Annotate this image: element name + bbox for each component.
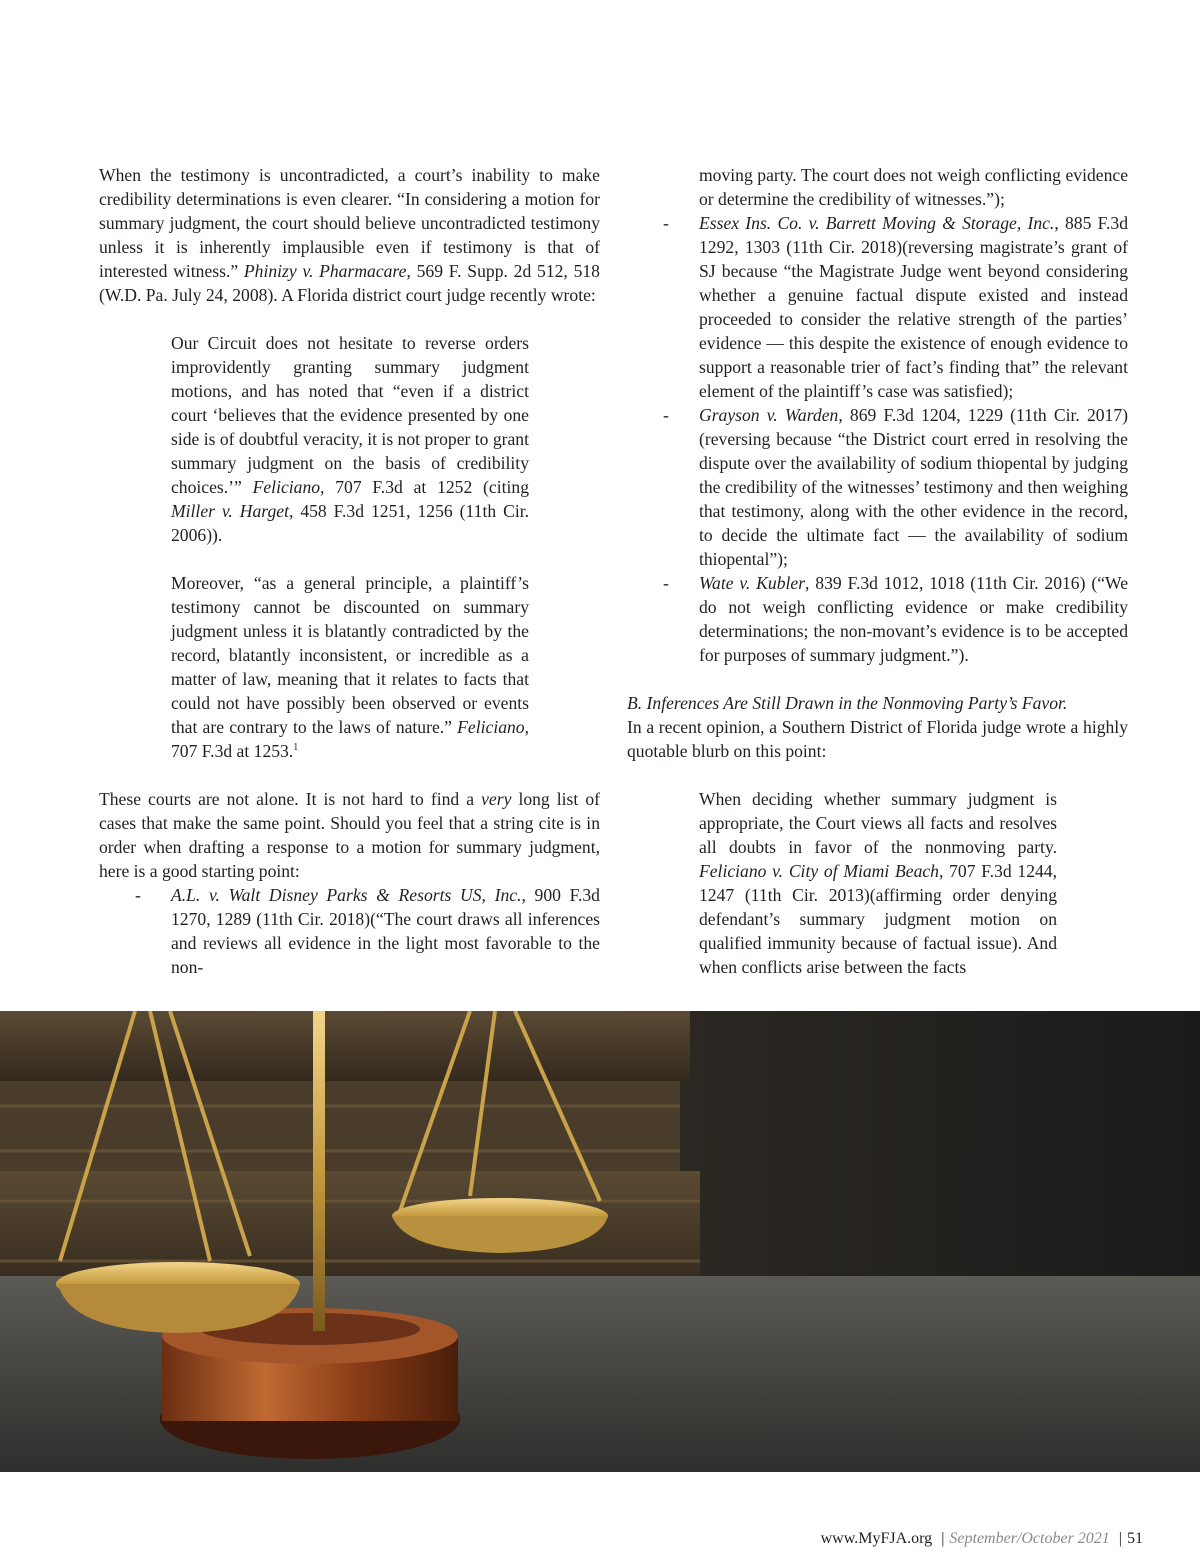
list-item bbox=[627, 211, 1128, 403]
case-parenthetical: , 839 F.3d 1012, 1018 (11th Cir. 2016) (“We do not weigh conflicting evidence or make credibility determinations; the non-movant’s evidence is to be accepted for purposes of summary judgment.”). bbox=[699, 573, 1129, 665]
case-citation: Feliciano bbox=[457, 717, 525, 737]
quote-text: Moreover, “as a general principle, a plaintiff’s testimony cannot be discounted on summary judgment unless it is blatantly contradicted by the record, blatantly inconsistent, or incredible as a matter of law, meaning that it relates to facts that could not have possibly been observed or events that are contrary to the laws of nature.” bbox=[171, 573, 529, 737]
paragraph-text: long list of cases that make the same point. Should you feel that a string cite is in order when drafting a response to a motion for summary judgment, here is a good starting point: bbox=[99, 789, 600, 881]
list-item bbox=[627, 403, 1128, 571]
list-item-continued bbox=[627, 163, 1128, 211]
quote-text: , 707 F.3d 1244, 1247 (11th Cir. 2013)(affirming order denying defendant’s summary judgment motion on qualified immunity because of factual issue). And when conflicts arise between the facts bbox=[699, 861, 1057, 977]
page-footer bbox=[821, 1530, 1143, 1548]
dash-bullet: - bbox=[663, 405, 669, 425]
issue-date: September/October 2021 bbox=[949, 1530, 1110, 1547]
block-quote-1 bbox=[171, 331, 529, 547]
case-citation: Feliciano v. City of Miami Beach bbox=[699, 861, 939, 881]
case-parenthetical: , 885 F.3d 1292, 1303 (11th Cir. 2018)(reversing magistrate’s grant of SJ because “the Magistrate Judge went beyond considering whether a genuine factual dispute existed and instead proceeded to consider the relative strength of the parties’ evidence — this despite the existence of enough evidence to support a reasonable trier of fact’s finding that” the relevant element of the plaintiff’s case was satisfied); bbox=[699, 213, 1128, 401]
list-item bbox=[627, 571, 1128, 667]
scales-of-justice-photo bbox=[0, 1011, 1200, 1472]
quote-text: Our Circuit does not hesitate to reverse orders improvidently granting summary judgment motions, and has noted that “even if a district court ‘believes that the evidence presented by one side is of doubtful veracity, it is not proper to grant summary judgment on the basis of credibility choices.’” bbox=[171, 333, 529, 497]
quote-text: , 458 F.3d 1251, 1256 (11th Cir. 2006)). bbox=[171, 501, 529, 545]
dash-bullet: - bbox=[135, 885, 141, 905]
website-link[interactable]: www.MyFJA.org bbox=[820, 1530, 933, 1547]
case-parenthetical: , 869 F.3d 1204, 1229 (11th Cir. 2017) (reversing because “the District court erred in resolving the dispute over the availability of sodium thiopental by judging the credibility of the witnesses’ testimony and then weighing that testimony, along with the other evidence in the record, to decide the ultimate fact — the availability of sodium thiopental”); bbox=[699, 405, 1128, 569]
dash-bullet: - bbox=[663, 573, 669, 593]
list-item bbox=[99, 883, 600, 979]
section-heading-text: B. Inferences Are Still Drawn in the Nonmoving Party’s Favor. bbox=[627, 693, 1068, 713]
string-cite-intro bbox=[99, 787, 600, 883]
divider: | bbox=[1118, 1530, 1122, 1547]
case-parenthetical: moving party. The court does not weigh conflicting evidence or determine the credibility of witnesses.”); bbox=[699, 165, 1128, 209]
block-quote-3 bbox=[699, 787, 1057, 979]
left-column bbox=[99, 163, 600, 979]
intro-paragraph bbox=[99, 163, 600, 307]
case-citation: Miller v. Harget bbox=[171, 501, 289, 521]
case-citation: Feliciano bbox=[252, 477, 321, 497]
footnote-marker[interactable]: 1 bbox=[293, 742, 299, 754]
dash-bullet: - bbox=[663, 213, 669, 233]
divider: | bbox=[941, 1530, 945, 1547]
case-citation: A.L. v. Walt Disney Parks & Resorts US, Inc. bbox=[171, 885, 522, 905]
quote-text: , 707 F.3d at 1253. bbox=[171, 717, 529, 761]
case-list bbox=[99, 883, 600, 979]
intro-text: When the testimony is uncontradicted, a court’s inability to make credibility determinations is even clearer. “In considering a motion for summary judgment, the court should believe uncontradicted testimony unless it is inherently implausible even if testimony is that of interested witness.” bbox=[99, 165, 600, 281]
section-heading bbox=[627, 691, 1128, 715]
section-intro: In a recent opinion, a Southern District of Florida judge wrote a highly quotable blurb on this point: bbox=[627, 717, 1128, 761]
block-quote-2 bbox=[171, 571, 529, 763]
case-list bbox=[627, 211, 1128, 667]
case-citation: Wate v. Kubler bbox=[699, 573, 806, 593]
case-citation: Grayson v. Warden bbox=[699, 405, 839, 425]
intro-text-end: , 569 F. Supp. 2d 512, 518 (W.D. Pa. July 24, 2008). A Florida district court judge recently wrote: bbox=[99, 261, 600, 305]
emphasis-text: very bbox=[481, 789, 512, 809]
quote-text: When deciding whether summary judgment is appropriate, the Court views all facts and resolves all doubts in favor of the nonmoving party. bbox=[699, 789, 1057, 857]
paragraph-text: These courts are not alone. It is not hard to find a bbox=[99, 789, 482, 809]
page-number: 51 bbox=[1127, 1530, 1143, 1547]
right-column bbox=[627, 163, 1128, 979]
quote-text: , 707 F.3d at 1252 (citing bbox=[320, 477, 529, 497]
scales-of-justice-illustration bbox=[0, 1011, 1200, 1472]
case-parenthetical: , 900 F.3d 1270, 1289 (11th Cir. 2018)(“The court draws all inferences and reviews all evidence in the light most favorable to the non- bbox=[171, 885, 600, 977]
case-citation: Essex Ins. Co. v. Barrett Moving & Storage, Inc. bbox=[699, 213, 1055, 233]
case-citation: Phinizy v. Pharmacare bbox=[243, 261, 407, 281]
